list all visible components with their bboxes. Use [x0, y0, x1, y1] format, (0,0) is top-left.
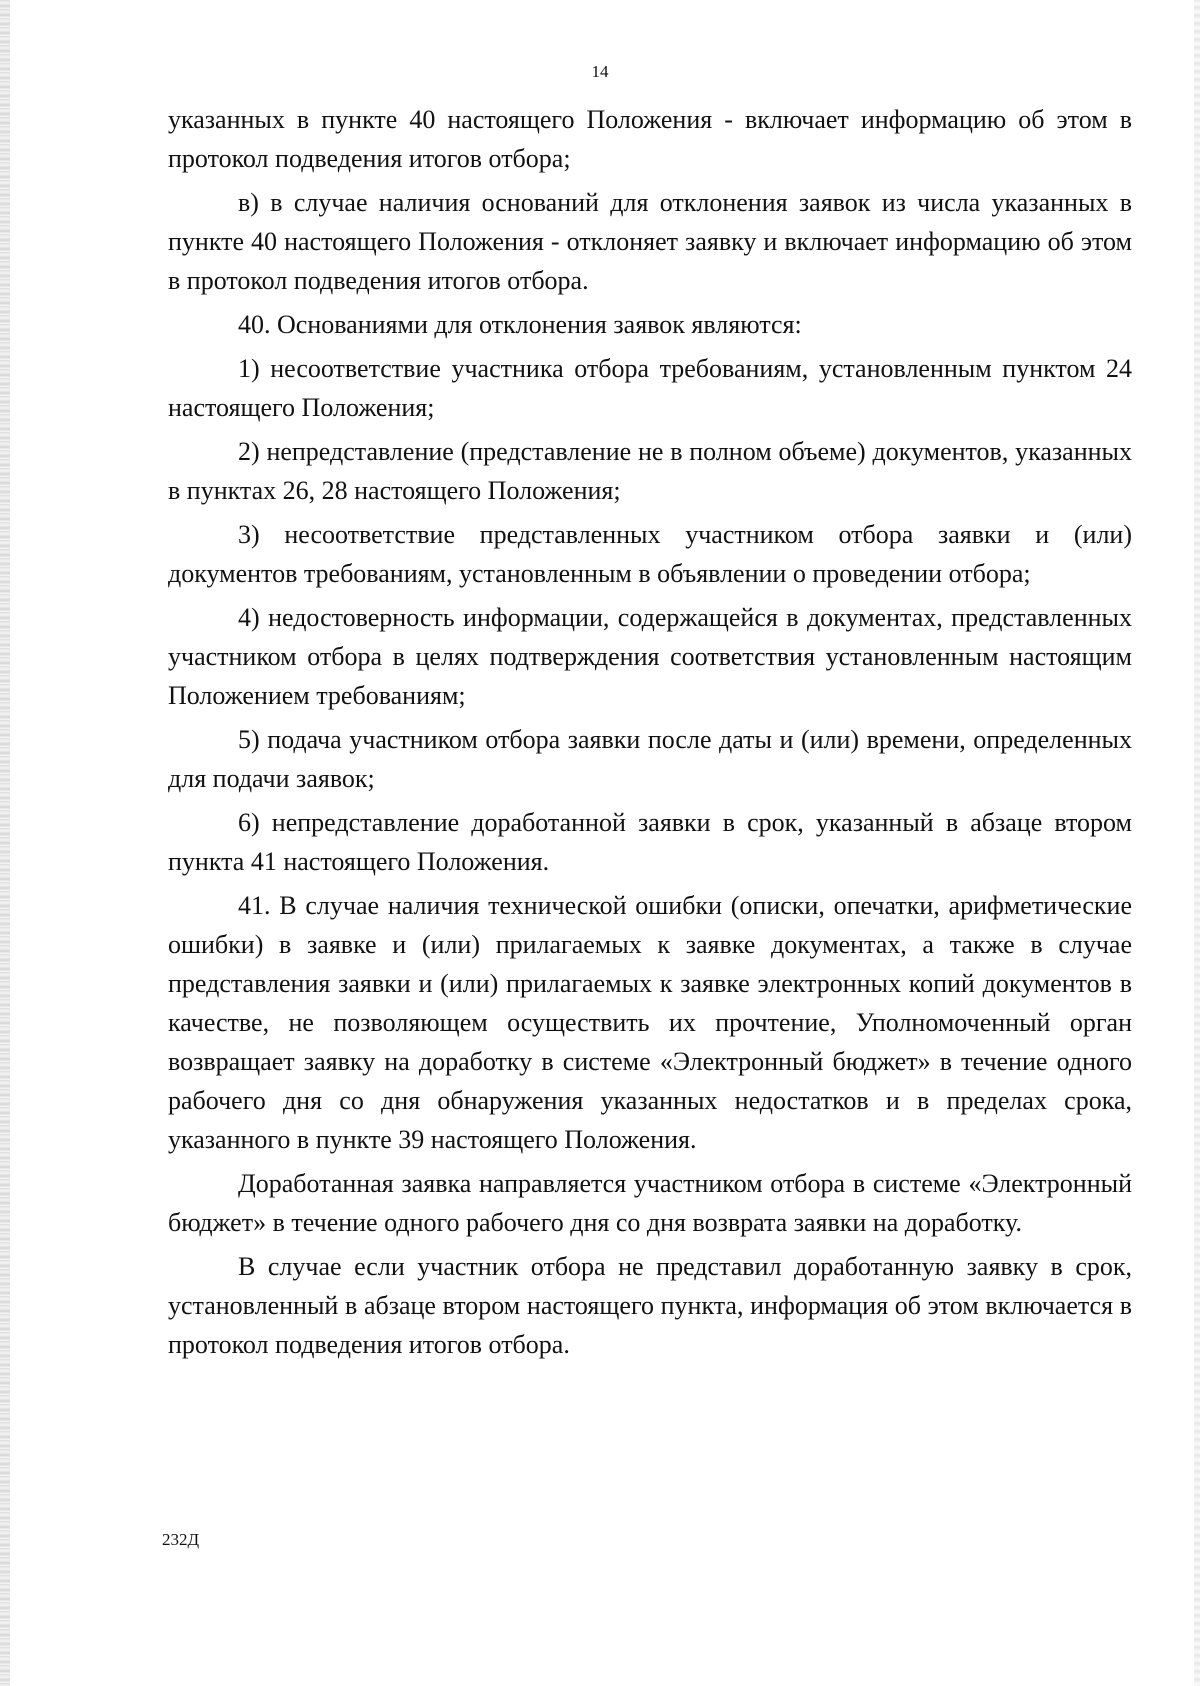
paragraph-item-5: 5) подача участником отбора заявки после даты и (или) времени, определенных для подачи заявок; — [168, 725, 1132, 793]
paragraph-item-1: 1) несоответствие участника отбора требованиям, установленным пунктом 24 настоящего Положения; — [168, 354, 1132, 422]
paragraph-item-v: в) в случае наличия оснований для отклонения заявок из числа указанных в пункте 40 настоящего Положения - отклоняет заявку и включает информацию об этом в протокол подведения итогов отбора. — [168, 188, 1132, 295]
paragraph-clause-40: 40. Основаниями для отклонения заявок являются: — [238, 310, 802, 339]
paragraph-reworked-application: Доработанная заявка направляется участником отбора в системе «Электронный бюджет» в течение одного рабочего дня со дня возврата заявки на доработку. — [168, 1169, 1132, 1237]
paragraph-item-4: 4) недостоверность информации, содержащейся в документах, представленных участником отбора в целях подтверждения соответствия установленным настоящим Положением требованиям; — [168, 603, 1132, 710]
paragraph-not-submitted: В случае если участник отбора не представил доработанную заявку в срок, установленный в абзаце втором настоящего пункта, информация об этом включается в протокол подведения итогов отбора. — [168, 1252, 1132, 1359]
document-code: 232Д — [162, 1530, 200, 1549]
page-number: 14 — [591, 62, 609, 81]
document-body — [168, 100, 1132, 1364]
paragraph-item-3: 3) несоответствие представленных участником отбора заявки и (или) документов требованиям, установленным в объявлении о проведении отбора; — [168, 520, 1132, 588]
paragraph-item-6: 6) непредставление доработанной заявки в срок, указанный в абзаце втором пункта 41 настоящего Положения. — [168, 808, 1132, 876]
paragraph-item-2: 2) непредставление (представление не в полном объеме) документов, указанных в пунктах 26, 28 настоящего Положения; — [168, 437, 1132, 505]
scan-edge-right — [1194, 0, 1200, 1686]
scan-edge-left — [0, 0, 10, 1686]
paragraph-continuation: указанных в пункте 40 настоящего Положения - включает информацию об этом в протокол подведения итогов отбора; — [168, 105, 1132, 173]
paragraph-clause-41: 41. В случае наличия технической ошибки (описки, опечатки, арифметические ошибки) в заявке и (или) прилагаемых к заявке документах, а также в случае представления заявки и (или) прилагаемых к заявке электронных копий документов в качестве, не позволяющем осуществить их прочтение, Уполномоченный орган возвращает заявку на доработку в системе «Электронный бюджет» в течение одного рабочего дня со дня обнаружения указанных недостатков и в пределах срока, указанного в пункте 39 настоящего Положения. — [168, 891, 1132, 1154]
